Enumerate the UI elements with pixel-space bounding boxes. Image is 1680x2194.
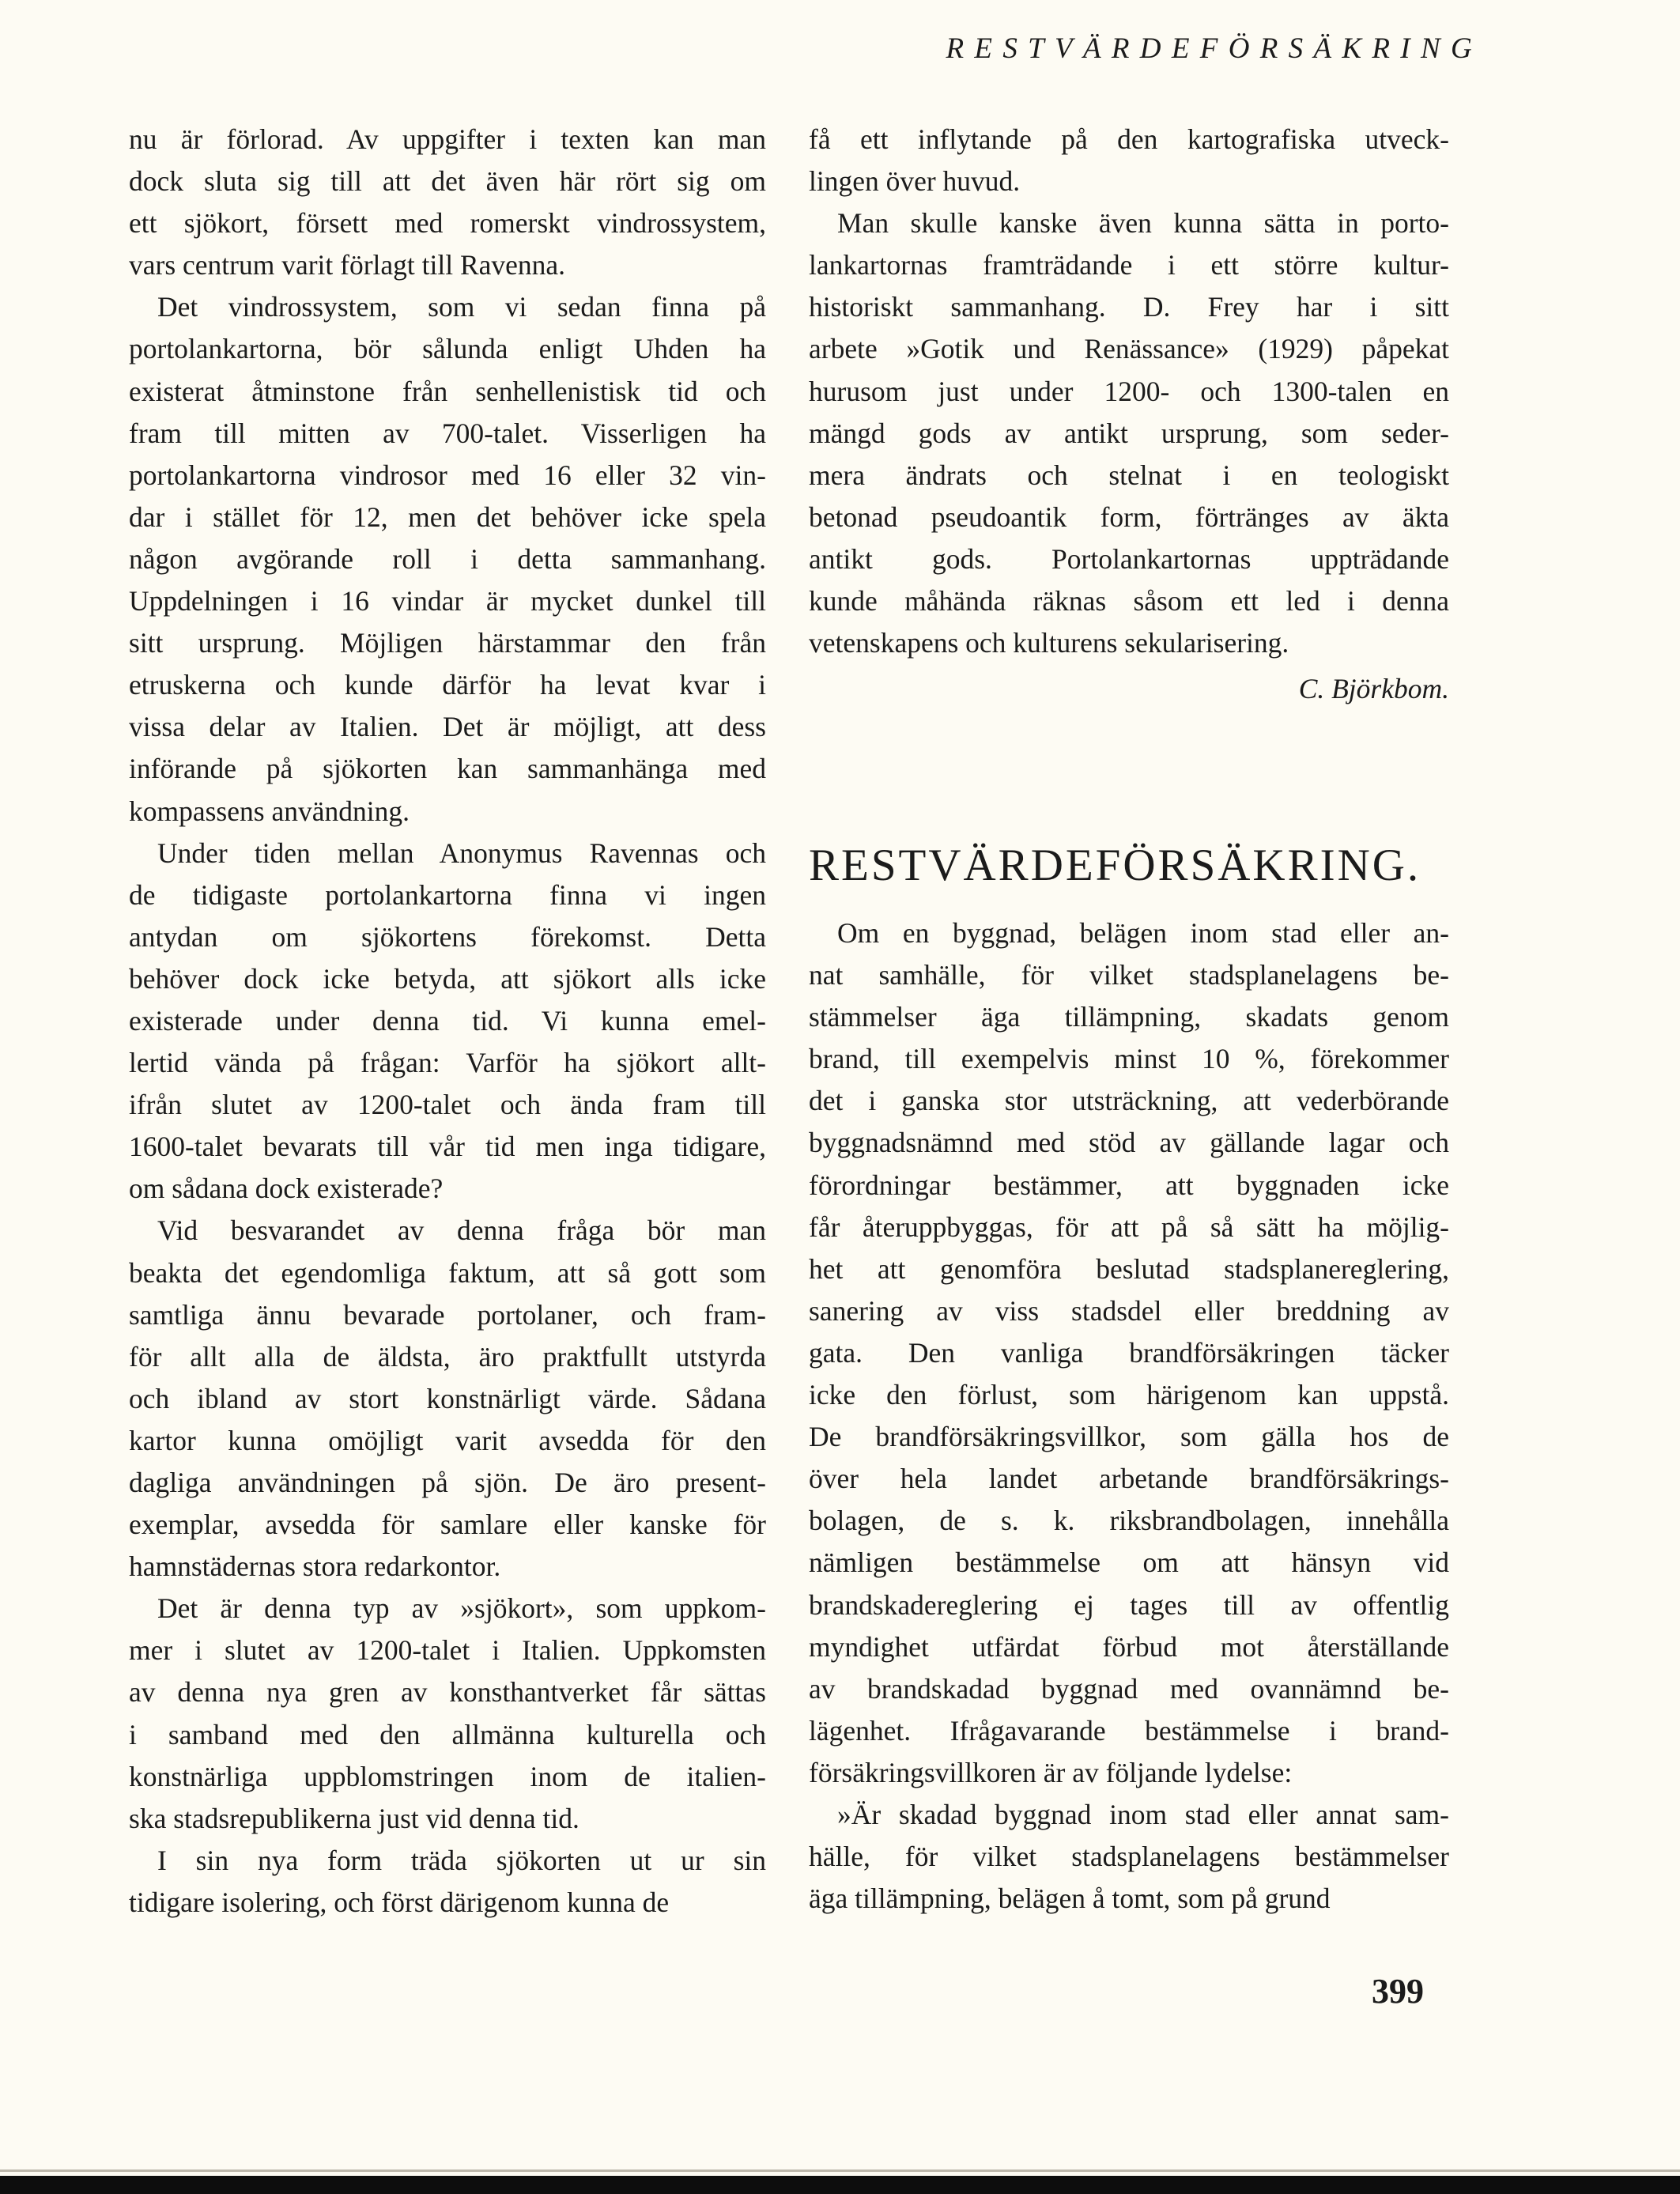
- text-line: behöver dock icke betyda, att sjökort alls icke: [129, 962, 766, 995]
- text-line: myndighet utfärdat förbud mot återställande: [809, 1630, 1449, 1663]
- paragraph: [809, 202, 1449, 664]
- text-line: dock sluta sig till att det även här rört sig om: [129, 165, 766, 198]
- text-line: om sådana dock existerade?: [129, 1173, 444, 1205]
- text-line: Vid besvarandet av denna fråga bör man: [157, 1214, 766, 1247]
- text-line: existerat åtminstone från senhellenistisk tid och: [129, 375, 766, 407]
- text-line: »Är skadad byggnad inom stad eller annat sam-: [837, 1798, 1449, 1830]
- text-line: hurusom just under 1200- och 1300-talen en: [809, 375, 1449, 407]
- text-line: lägenhet. Ifrågavarande bestämmelse i brand-: [809, 1714, 1449, 1747]
- paragraph: [809, 1794, 1449, 1920]
- text-line: införande på sjökorten kan sammanhänga med: [129, 753, 766, 785]
- text-line: mera ändrats och stelnat i en teologiskt: [809, 459, 1449, 491]
- text-line: nämligen bestämmelse om att hänsyn vid: [809, 1546, 1449, 1579]
- text-line: ifrån slutet av 1200-talet och ända fram till: [129, 1089, 766, 1121]
- text-line: få ett inflytande på den kartografiska utveck-: [809, 123, 1449, 155]
- text-line: och ibland av stort konstnärligt värde. Sådana: [129, 1382, 766, 1414]
- text-line: vetenskapens och kulturens sekularisering.: [809, 627, 1289, 659]
- paragraph: [809, 912, 1449, 1794]
- text-line: portolankartorna vindrosor med 16 eller 32 vin-: [129, 459, 766, 491]
- right-column-top: [809, 119, 1449, 664]
- section-heading: RESTVÄRDEFÖRSÄKRING.: [809, 840, 1421, 890]
- text-line: lingen över huvud.: [809, 165, 1021, 198]
- paragraph: [129, 1840, 766, 1924]
- text-line: försäkringsvillkoren är av följande lydelse:: [809, 1756, 1293, 1788]
- text-line: av denna nya gren av konsthantverket får sättas: [129, 1676, 766, 1709]
- text-line: samtliga ännu bevarade portolaner, och fram-: [129, 1298, 766, 1331]
- paragraph: [129, 119, 766, 286]
- author-signature: C. Björkbom.: [1298, 673, 1449, 704]
- text-line: kompassens användning.: [129, 795, 410, 827]
- text-line: antikt gods. Portolankartornas uppträdande: [809, 542, 1449, 575]
- text-line: för allt alla de äldsta, äro praktfullt utstyrda: [129, 1340, 766, 1373]
- text-line: nu är förlorad. Av uppgifter i texten kan man: [129, 123, 766, 155]
- text-line: stämmelser äga tillämpning, skadats genom: [809, 1001, 1449, 1033]
- text-line: lankartornas framträdande i ett större kultur-: [809, 249, 1449, 281]
- left-column: [129, 119, 766, 1924]
- text-line: tidigare isolering, och först därigenom kunna de: [129, 1886, 670, 1918]
- text-line: de tidigaste portolankartorna finna vi ingen: [129, 878, 766, 911]
- text-line: sitt ursprung. Möjligen härstammar den från: [129, 627, 766, 659]
- text-line: icke den förlust, som härigenom kan uppstå.: [809, 1379, 1449, 1411]
- text-line: får återuppbyggas, för att på så sätt ha möjlig-: [809, 1210, 1449, 1243]
- text-line: någon avgörande roll i detta sammanhang.: [129, 542, 766, 575]
- text-line: etruskerna och kunde därför ha levat kvar i: [129, 669, 766, 701]
- scan-edge-line: [0, 2169, 1680, 2172]
- text-line: portolankartorna, bör sålunda enligt Uhden ha: [129, 333, 766, 365]
- text-line: dar i stället för 12, men det behöver icke spela: [129, 500, 766, 533]
- text-line: vissa delar av Italien. Det är möjligt, att dess: [129, 711, 766, 743]
- paragraph: [129, 833, 766, 1210]
- text-line: konstnärliga uppblomstringen inom de italien-: [129, 1760, 766, 1792]
- text-line: sanering av viss stadsdel eller breddning av: [809, 1294, 1449, 1327]
- text-line: hamnstädernas stora redarkontor.: [129, 1550, 501, 1583]
- text-line: kartor kunna omöjligt varit avsedda för den: [129, 1424, 766, 1456]
- text-line: äga tillämpning, belägen å tomt, som på grund: [809, 1882, 1331, 1915]
- text-line: het att genomföra beslutad stadsplanereglering,: [809, 1252, 1449, 1285]
- text-line: Om en byggnad, belägen inom stad eller an-: [837, 917, 1449, 949]
- text-line: av brandskadad byggnad med ovannämnd be-: [809, 1672, 1449, 1705]
- text-line: beakta det egendomliga faktum, att så gott som: [129, 1256, 766, 1289]
- text-line: bolagen, de s. k. riksbrandbolagen, innehålla: [809, 1505, 1449, 1537]
- text-line: dagliga användningen på sjön. De äro present-: [129, 1467, 766, 1498]
- text-line: kunde måhända räknas såsom ett led i denna: [809, 585, 1449, 617]
- paragraph: [129, 1210, 766, 1588]
- text-line: Man skulle kanske även kunna sätta in porto-: [837, 207, 1449, 240]
- paragraph: [809, 119, 1449, 202]
- text-line: nat samhälle, för vilket stadsplanelagens be-: [809, 959, 1449, 991]
- text-line: Det är denna typ av »sjökort», som uppkom-: [157, 1592, 766, 1625]
- scan-edge-bar: [0, 2176, 1680, 2194]
- text-line: brand, till exempelvis minst 10 %, förekommer: [809, 1043, 1449, 1075]
- text-line: Det vindrossystem, som vi sedan finna på: [157, 291, 766, 323]
- text-line: fram till mitten av 700-talet. Visserligen ha: [129, 417, 766, 449]
- text-line: betonad pseudoantik form, förtränges av äkta: [809, 500, 1449, 533]
- text-line: Under tiden mellan Anonymus Ravennas och: [157, 836, 766, 869]
- text-line: över hela landet arbetande brandförsäkrings-: [809, 1463, 1449, 1495]
- text-line: gata. Den vanliga brandförsäkringen täcker: [809, 1336, 1449, 1369]
- right-column-bottom: [809, 912, 1449, 1920]
- text-line: ett sjökort, försett med romerskt vindrossystem,: [129, 207, 766, 240]
- text-line: historiskt sammanhang. D. Frey har i sitt: [809, 291, 1449, 323]
- paragraph: [129, 286, 766, 832]
- text-line: vars centrum varit förlagt till Ravenna.: [129, 249, 566, 281]
- text-line: arbete »Gotik und Renässance» (1929) påpekat: [809, 333, 1449, 365]
- text-line: exemplar, avsedda för samlare eller kanske för: [129, 1509, 766, 1541]
- running-head: RESTVÄRDEFÖRSÄKRING: [946, 32, 1482, 65]
- text-line: antydan om sjökortens förekomst. Detta: [129, 920, 766, 953]
- text-line: hälle, för vilket stadsplanelagens bestämmelser: [809, 1841, 1449, 1873]
- text-line: mer i slutet av 1200-talet i Italien. Uppkomsten: [129, 1634, 766, 1667]
- paragraph: [129, 1588, 766, 1840]
- page-number: 399: [1372, 1972, 1424, 2011]
- text-line: brandskadereglering ej tages till av offentlig: [809, 1588, 1449, 1621]
- text-line: lertid vända på frågan: Varför ha sjökort allt-: [129, 1047, 766, 1079]
- text-line: existerade under denna tid. Vi kunna emel-: [129, 1004, 766, 1037]
- text-line: i samband med den allmänna kulturella och: [129, 1718, 766, 1750]
- text-line: förordningar bestämmer, att byggnaden icke: [809, 1169, 1449, 1201]
- text-line: mängd gods av antikt ursprung, som seder-: [809, 417, 1449, 449]
- text-line: 1600-talet bevarats till vår tid men inga tidigare,: [129, 1131, 766, 1163]
- text-line: byggnadsnämnd med stöd av gällande lagar och: [809, 1127, 1449, 1159]
- text-line: De brandförsäkringsvillkor, som gälla hos de: [809, 1421, 1449, 1453]
- text-line: I sin nya form träda sjökorten ut ur sin: [157, 1844, 766, 1876]
- text-line: det i ganska stor utsträckning, att vederbörande: [809, 1085, 1449, 1117]
- text-line: Uppdelningen i 16 vindar är mycket dunkel till: [129, 585, 766, 617]
- text-line: ska stadsrepublikerna just vid denna tid.: [129, 1802, 580, 1834]
